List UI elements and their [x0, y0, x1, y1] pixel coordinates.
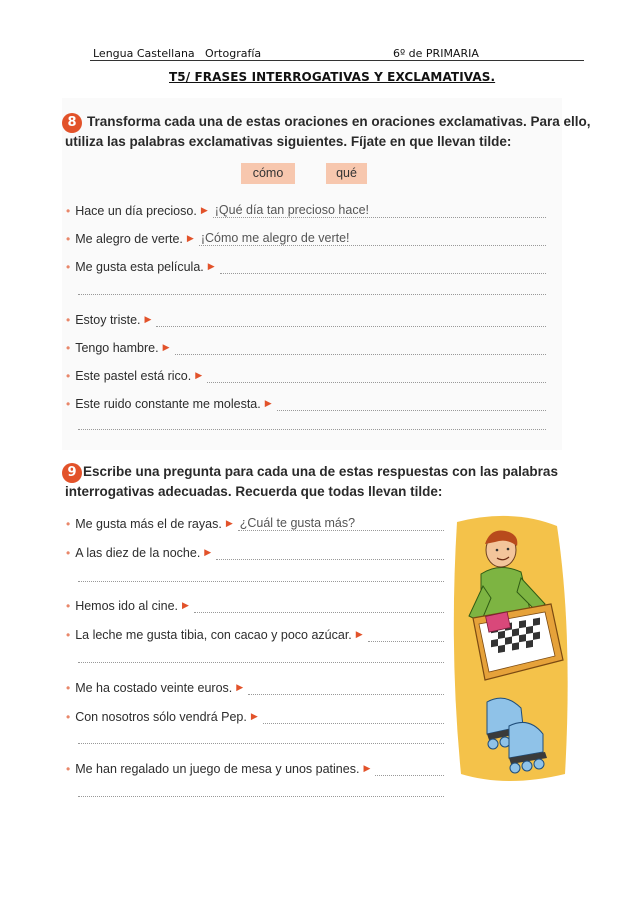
- bullet-icon: •: [66, 710, 71, 724]
- header-grade: 6º de PRIMARIA: [393, 47, 479, 60]
- bullet-icon: •: [66, 762, 71, 776]
- exercise-9-item: [66, 598, 444, 613]
- item-prompt: Este ruido constante me molesta.: [75, 397, 261, 411]
- exercise-8-item: [66, 368, 546, 383]
- exercise-8-item: [66, 259, 546, 274]
- arrow-right-icon: ▶: [250, 711, 258, 721]
- answer-field[interactable]: [277, 410, 546, 411]
- arrow-right-icon: ▶: [363, 763, 371, 773]
- answer-field[interactable]: ¿Cuál te gusta más?: [238, 516, 444, 531]
- exercise-9-instruction-line2: interrogativas adecuadas. Recuerda que todas llevan tilde:: [65, 484, 443, 499]
- bullet-icon: •: [66, 599, 71, 613]
- bullet-icon: •: [66, 681, 71, 695]
- arrow-right-icon: ▶: [225, 518, 233, 528]
- answer-line-continuation[interactable]: [78, 429, 546, 430]
- exercise-9-number: 9: [62, 463, 82, 483]
- word-chip-que: qué: [326, 163, 367, 184]
- exercise-9-instruction-line1: Escribe una pregunta para cada una de estas respuestas con las palabras: [83, 464, 558, 479]
- bullet-icon: •: [66, 546, 71, 560]
- exercise-8-item: [66, 231, 546, 246]
- bullet-icon: •: [66, 517, 71, 531]
- answer-line-continuation[interactable]: [78, 743, 444, 744]
- exercise-9-item: [66, 545, 444, 560]
- item-prompt: Me ha costado veinte euros.: [75, 681, 233, 695]
- item-prompt: Me gusta esta película.: [75, 260, 204, 274]
- item-prompt: Tengo hambre.: [75, 341, 159, 355]
- arrow-right-icon: ▶: [207, 261, 215, 271]
- header-divider: [90, 60, 584, 61]
- exercise-8-item: [66, 396, 546, 411]
- exercise-8-item: [66, 312, 546, 327]
- item-prompt: Me alegro de verte.: [75, 232, 183, 246]
- answer-line-continuation[interactable]: [78, 796, 444, 797]
- bullet-icon: •: [66, 260, 71, 274]
- answer-field[interactable]: [207, 382, 546, 383]
- arrow-right-icon: ▶: [162, 342, 170, 352]
- exercise-8-item: [66, 340, 546, 355]
- exercise-8-number: 8: [62, 113, 82, 133]
- arrow-right-icon: ▶: [200, 205, 208, 215]
- page-title: T5/ FRASES INTERROGATIVAS Y EXCLAMATIVAS.: [169, 70, 496, 84]
- item-prompt: Me gusta más el de rayas.: [75, 517, 222, 531]
- exercise-9-item: [66, 709, 444, 724]
- arrow-right-icon: ▶: [182, 600, 189, 610]
- answer-field[interactable]: [220, 273, 546, 274]
- answer-field[interactable]: [194, 612, 444, 613]
- exercise-8-instruction-line2: utiliza las palabras exclamativas siguientes. Fíjate en que llevan tilde:: [65, 134, 512, 149]
- exercise-9-item: [66, 680, 444, 695]
- bullet-icon: •: [66, 341, 71, 355]
- answer-field[interactable]: [175, 354, 546, 355]
- word-chip-como: cómo: [241, 163, 295, 184]
- bullet-icon: •: [66, 628, 71, 642]
- answer-line-continuation[interactable]: [78, 294, 546, 295]
- item-prompt: Con nosotros sólo vendrá Pep.: [75, 710, 247, 724]
- answer-field[interactable]: [368, 641, 444, 642]
- answer-line-continuation[interactable]: [78, 662, 444, 663]
- exercise-9-item: [66, 627, 444, 642]
- bullet-icon: •: [66, 204, 71, 218]
- answer-field[interactable]: [375, 775, 444, 776]
- answer-field[interactable]: ¡Cómo me alegro de verte!: [199, 231, 546, 246]
- answer-field[interactable]: [263, 723, 444, 724]
- arrow-right-icon: ▶: [144, 314, 152, 324]
- exercise-9-item: [66, 516, 444, 531]
- arrow-right-icon: ▶: [236, 682, 244, 692]
- exercise-9-item: [66, 761, 444, 776]
- answer-field[interactable]: ¡Qué día tan precioso hace!: [213, 203, 546, 218]
- header-topic: Ortografía: [205, 47, 262, 60]
- item-prompt: La leche me gusta tibia, con cacao y poco azúcar.: [75, 628, 352, 642]
- bullet-icon: •: [66, 232, 71, 246]
- arrow-right-icon: ▶: [204, 547, 212, 557]
- bullet-icon: •: [66, 369, 71, 383]
- header-subject: Lengua Castellana: [93, 47, 195, 60]
- item-prompt: Estoy triste.: [75, 313, 141, 327]
- item-prompt: A las diez de la noche.: [75, 546, 201, 560]
- item-prompt: Este pastel está rico.: [75, 369, 192, 383]
- arrow-right-icon: ▶: [186, 233, 194, 243]
- boy-with-board-game-illustration: [447, 512, 577, 784]
- item-prompt: Me han regalado un juego de mesa y unos patines.: [75, 762, 360, 776]
- answer-field[interactable]: [248, 694, 444, 695]
- bullet-icon: •: [66, 397, 71, 411]
- bullet-icon: •: [66, 313, 71, 327]
- arrow-right-icon: ▶: [355, 629, 363, 639]
- arrow-right-icon: ▶: [195, 370, 203, 380]
- exercise-8-item: [66, 203, 546, 218]
- answer-field[interactable]: [216, 559, 444, 560]
- item-prompt: Hemos ido al cine.: [75, 599, 179, 613]
- answer-field[interactable]: [156, 326, 546, 327]
- answer-line-continuation[interactable]: [78, 581, 444, 582]
- arrow-right-icon: ▶: [264, 398, 272, 408]
- exercise-8-instruction-line1: Transforma cada una de estas oraciones en oraciones exclamativas. Para ello,: [87, 114, 591, 129]
- item-prompt: Hace un día precioso.: [75, 204, 197, 218]
